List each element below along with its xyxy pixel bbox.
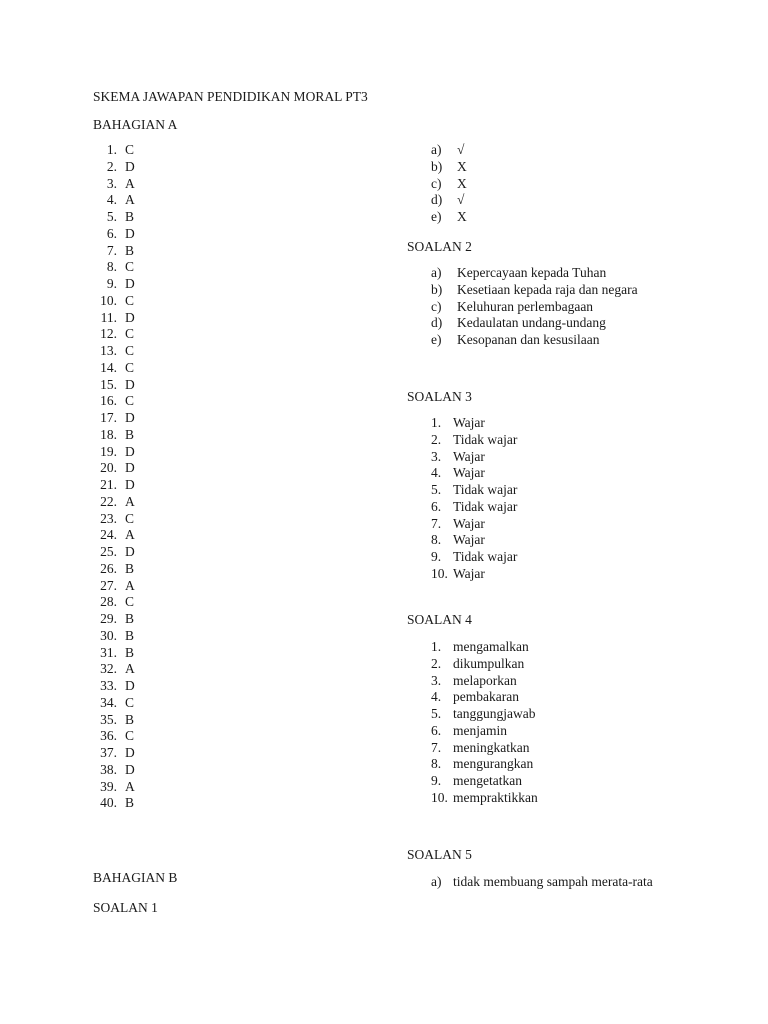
question-number: 2. [106,158,117,174]
answer-item [431,773,522,790]
question-number: 9. [106,276,117,291]
answer-letter: C [125,393,135,409]
answer-letter: B [125,644,135,660]
answer-letter: A [125,527,135,543]
answer-item [431,465,485,482]
answer-item [93,426,135,444]
item-number: 5. [431,706,442,721]
item-label: d) [431,315,443,331]
answer-text: Kedaulatan undang-undang [457,315,606,331]
question-number: 40. [100,795,117,811]
answer-text: Kesetiaan kepada raja dan negara [457,281,638,297]
question-number: 5. [106,209,117,224]
item-label: e) [431,209,442,224]
question-number: 36. [100,728,117,744]
answer-item [431,655,525,673]
question-number: 19. [100,443,117,459]
question-number: 26. [100,560,117,576]
answer-text: X [457,209,467,224]
answer-item [93,309,135,327]
answer-letter: A [125,577,135,593]
item-number: 8. [431,532,442,548]
answer-text: X [457,158,467,174]
item-number: 8. [431,756,442,772]
answer-letter: A [125,661,135,677]
answer-letter: C [125,326,135,342]
soalan-5-heading: SOALAN 5 [407,847,472,862]
answer-item [93,292,135,310]
answer-letter: A [125,493,135,509]
question-number: 29. [100,611,117,626]
question-number: 13. [100,343,117,358]
item-number: 3. [431,672,442,688]
item-label: e) [431,332,442,347]
answer-item [93,594,135,611]
answer-item [93,326,135,343]
answer-item [431,498,518,516]
answer-letter: C [125,343,135,358]
answer-item [93,393,135,410]
answer-text: Tidak wajar [453,482,518,497]
item-number: 7. [431,739,442,755]
answer-text: Kesopanan dan kesusilaan [457,332,600,347]
answer-text: meningkatkan [453,739,530,755]
answer-text: √ [457,142,465,157]
answer-text: Wajar [453,415,485,430]
answer-item [431,192,465,209]
bahagian-b-heading: BAHAGIAN B [93,870,178,885]
answer-letter: A [125,778,135,794]
question-number: 30. [100,627,117,643]
soalan-3-heading: SOALAN 3 [407,389,472,404]
answer-letter: D [125,460,135,476]
answer-text: mengamalkan [453,639,529,654]
item-label: a) [431,265,442,280]
answer-letter: D [125,376,135,392]
question-number: 14. [100,359,117,375]
answer-item [93,694,135,712]
answer-letter: D [125,158,135,174]
answer-item [93,343,135,360]
answer-text: Keluhuran perlembagaan [457,298,594,314]
item-number: 3. [431,448,442,464]
soalan-1-answer-list [431,142,467,226]
answer-item [431,515,485,533]
question-number: 3. [106,175,117,191]
question-number: 33. [100,678,117,693]
item-label: a) [431,874,442,889]
answer-item [431,209,467,226]
question-number: 4. [106,192,117,208]
answer-item [431,431,518,449]
question-number: 37. [100,745,117,760]
answer-item [93,443,135,461]
answer-item [431,549,518,566]
answer-letter: B [125,426,135,442]
question-number: 22. [100,493,117,509]
answer-item [431,142,465,159]
answer-item [431,532,485,549]
item-label: a) [431,142,442,157]
answer-text: Tidak wajar [453,431,518,447]
answer-item [93,175,135,193]
answer-item [93,510,135,528]
item-label: d) [431,192,443,208]
bahagian-a-heading: BAHAGIAN A [93,117,178,132]
item-number: 5. [431,482,442,497]
item-number: 1. [431,415,442,430]
answer-letter: D [125,745,135,760]
soalan-4-answer-list [431,639,538,807]
answer-item [93,192,135,209]
answer-item [93,142,135,159]
answer-item [431,315,606,332]
bahagian-a-answer-list [93,142,135,812]
soalan-1-heading: SOALAN 1 [93,900,158,915]
answer-item [431,298,594,316]
soalan-2-heading: SOALAN 2 [407,239,472,254]
answer-item [431,265,607,282]
question-number: 8. [106,259,117,275]
answer-item [93,527,135,544]
answer-item [93,644,135,662]
soalan-2-answer-list [431,265,638,349]
question-number: 32. [100,661,117,677]
question-number: 39. [100,778,117,794]
answer-item [93,209,135,226]
answer-text: √ [457,192,465,208]
answer-item [93,359,135,377]
item-label: b) [431,158,443,174]
answer-item [93,745,135,762]
answer-item [431,739,530,757]
answer-text: Wajar [453,532,485,548]
answer-item [431,639,529,656]
answer-text: mempraktikkan [453,789,538,805]
answer-item [93,627,135,645]
item-number: 1. [431,639,442,654]
answer-text: mengetatkan [453,773,522,788]
answer-text: menjamin [453,722,507,738]
answer-item [93,242,135,260]
answer-item [431,565,485,583]
answer-item [93,611,135,628]
answer-letter: B [125,795,135,811]
answer-letter: B [125,242,135,258]
answer-letter: C [125,292,135,308]
answer-item [93,761,135,779]
soalan-5-answer-a [431,873,676,890]
item-number: 4. [431,689,442,705]
answer-letter: B [125,611,135,626]
answer-text: mengurangkan [453,756,534,772]
answer-letter: C [125,694,135,710]
answer-letter: C [125,259,135,275]
question-number: 18. [100,426,117,442]
answer-letter: D [125,410,135,425]
answer-item [93,795,135,812]
question-number: 10. [100,292,117,308]
answer-letter: D [125,225,135,241]
question-number: 1. [106,142,117,157]
answer-item [93,678,135,695]
item-number: 6. [431,498,442,514]
answer-letter: D [125,309,135,325]
answer-text: Wajar [453,448,485,464]
answer-letter: D [125,477,135,492]
answer-item [93,778,135,796]
answer-text: Tidak wajar [453,549,518,564]
question-number: 34. [100,694,117,710]
answer-item [93,276,135,293]
answer-item [93,225,135,243]
answer-item [93,158,135,176]
answer-item [93,661,135,678]
item-label: c) [431,298,442,314]
answer-item [93,460,135,477]
answer-text: Kepercayaan kepada Tuhan [457,265,607,280]
item-number: 9. [431,773,442,788]
answer-item [431,415,485,432]
question-number: 6. [106,225,117,241]
answer-text: tidak membuang sampah merata-rata [453,874,653,889]
answer-letter: B [125,560,135,576]
document-title: SKEMA JAWAPAN PENDIDIKAN MORAL PT3 [93,89,368,104]
question-number: 7. [106,242,117,258]
answer-item [93,493,135,511]
question-number: 20. [100,460,117,476]
answer-letter: D [125,678,135,693]
answer-item [93,544,135,561]
question-number: 31. [100,644,117,660]
answer-text: Wajar [453,465,485,481]
answer-letter: D [125,761,135,777]
question-number: 28. [100,594,117,610]
item-number: 10. [431,789,448,805]
item-number: 2. [431,431,442,447]
answer-item [431,672,517,690]
answer-letter: D [125,276,135,291]
answer-text: pembakaran [453,689,519,705]
question-number: 16. [100,393,117,409]
answer-item [431,722,507,740]
question-number: 17. [100,410,117,425]
answer-letter: D [125,443,135,459]
answer-item [431,332,600,349]
item-number: 10. [431,565,448,581]
answer-letter: A [125,175,135,191]
answer-text: X [457,175,467,191]
answer-item [93,560,135,578]
item-label: c) [431,175,442,191]
question-number: 25. [100,544,117,559]
answer-text: Tidak wajar [453,498,518,514]
answer-letter: C [125,594,135,610]
item-label: b) [431,281,443,297]
answer-text: Wajar [453,565,485,581]
answer-item [431,789,538,807]
answer-letter: B [125,209,135,224]
answer-item [93,711,135,729]
answer-letter: C [125,142,135,157]
answer-letter: D [125,544,135,559]
question-number: 12. [100,326,117,342]
question-number: 23. [100,510,117,526]
answer-item [431,756,534,773]
answer-text: dikumpulkan [453,655,525,671]
answer-item [93,728,135,745]
item-number: 9. [431,549,442,564]
answer-item [431,482,518,499]
question-number: 15. [100,376,117,392]
question-number: 24. [100,527,117,543]
item-number: 6. [431,722,442,738]
answer-text: tanggungjawab [453,706,536,721]
answer-letter: C [125,728,135,744]
answer-letter: B [125,711,135,727]
answer-item [431,706,536,723]
answer-item [93,577,135,595]
soalan-3-answer-list [431,415,518,583]
item-number: 7. [431,515,442,531]
answer-letter: C [125,510,135,526]
item-number: 2. [431,655,442,671]
answer-item [431,158,467,176]
answer-item [431,281,638,299]
answer-letter: B [125,627,135,643]
answer-letter: C [125,359,135,375]
question-number: 27. [100,577,117,593]
answer-item [93,376,135,394]
question-number: 11. [100,309,117,325]
answer-item [431,689,519,706]
answer-letter: A [125,192,135,208]
question-number: 38. [100,761,117,777]
answer-item [431,175,467,193]
answer-text: Wajar [453,515,485,531]
item-number: 4. [431,465,442,481]
soalan-4-heading: SOALAN 4 [407,612,472,627]
answer-item [93,410,135,427]
answer-item [93,477,135,494]
answer-text: melaporkan [453,672,517,688]
answer-item [93,259,135,276]
question-number: 35. [100,711,117,727]
answer-item [431,448,485,466]
question-number: 21. [100,477,117,492]
